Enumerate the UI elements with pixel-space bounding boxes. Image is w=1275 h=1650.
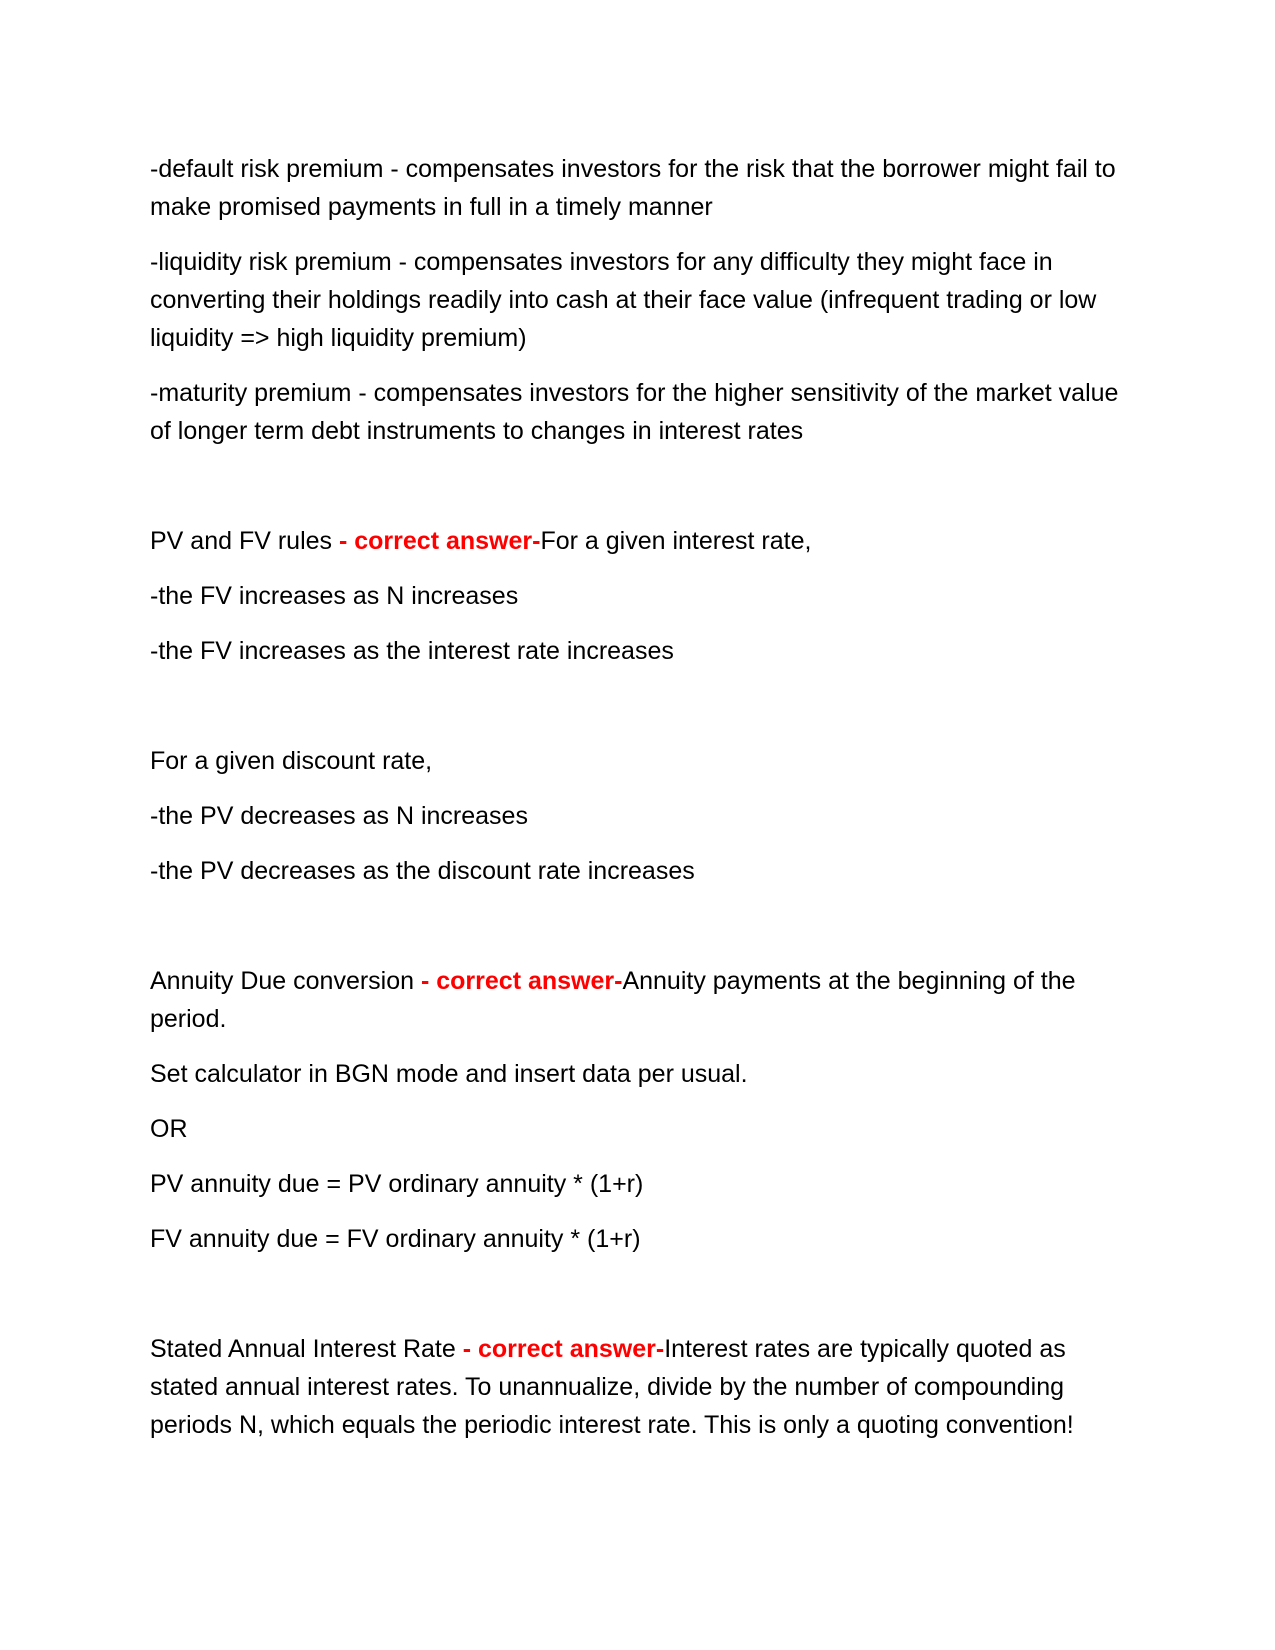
annuity-due-line: Set calculator in BGN mode and insert data per usual. <box>150 1060 748 1088</box>
stated-rate-answer: Interest rates are typically quoted as stated annual interest rates. To unannualize, divide by the number of compounding periods N, which equals the periodic interest rate. This is only a quoting convention! <box>150 1335 1074 1439</box>
document-body <box>150 150 1140 1461</box>
discount-rate-intro: For a given discount rate, <box>150 747 433 775</box>
correct-answer-tag: - correct answer- <box>462 1335 665 1363</box>
section-gap <box>150 1275 1140 1330</box>
annuity-due-entry <box>150 962 1140 1038</box>
annuity-due-line: OR <box>150 1115 188 1143</box>
liquidity-risk-premium-text: -liquidity risk premium - compensates investors for any difficulty they might face in converting their holdings readily into cash at their face value (infrequent trading or low liquidity => high liquidity premium) <box>150 248 1097 352</box>
correct-answer-tag: - correct answer- <box>338 527 541 555</box>
pv-fv-rules-answer: For a given interest rate, <box>540 527 812 555</box>
section-gap <box>150 467 1140 522</box>
pv-rule-line: -the PV decreases as N increases <box>150 802 528 830</box>
annuity-due-term: Annuity Due conversion <box>150 967 421 995</box>
pv-fv-rules-entry <box>150 522 1140 560</box>
section-gap <box>150 687 1140 742</box>
stated-rate-entry <box>150 1330 1140 1444</box>
fv-rule-line: -the FV increases as the interest rate increases <box>150 637 674 665</box>
section-gap <box>150 907 1140 962</box>
stated-rate-term: Stated Annual Interest Rate <box>150 1335 463 1363</box>
maturity-premium-text: -maturity premium - compensates investors for the higher sensitivity of the market value of longer term debt instruments to changes in interest rates <box>150 379 1119 445</box>
default-risk-premium-text: -default risk premium - compensates investors for the risk that the borrower might fail to make promised payments in full in a timely manner <box>150 155 1116 221</box>
fv-rule-line: -the FV increases as N increases <box>150 582 519 610</box>
annuity-due-formula: FV annuity due = FV ordinary annuity * (1+r) <box>150 1225 641 1253</box>
annuity-due-answer: Annuity payments at the beginning of the period. <box>150 967 1076 1033</box>
annuity-due-formula: PV annuity due = PV ordinary annuity * (1+r) <box>150 1170 644 1198</box>
pv-rule-line: -the PV decreases as the discount rate increases <box>150 857 695 885</box>
correct-answer-tag: - correct answer- <box>420 967 623 995</box>
pv-fv-rules-term: PV and FV rules <box>150 527 339 555</box>
